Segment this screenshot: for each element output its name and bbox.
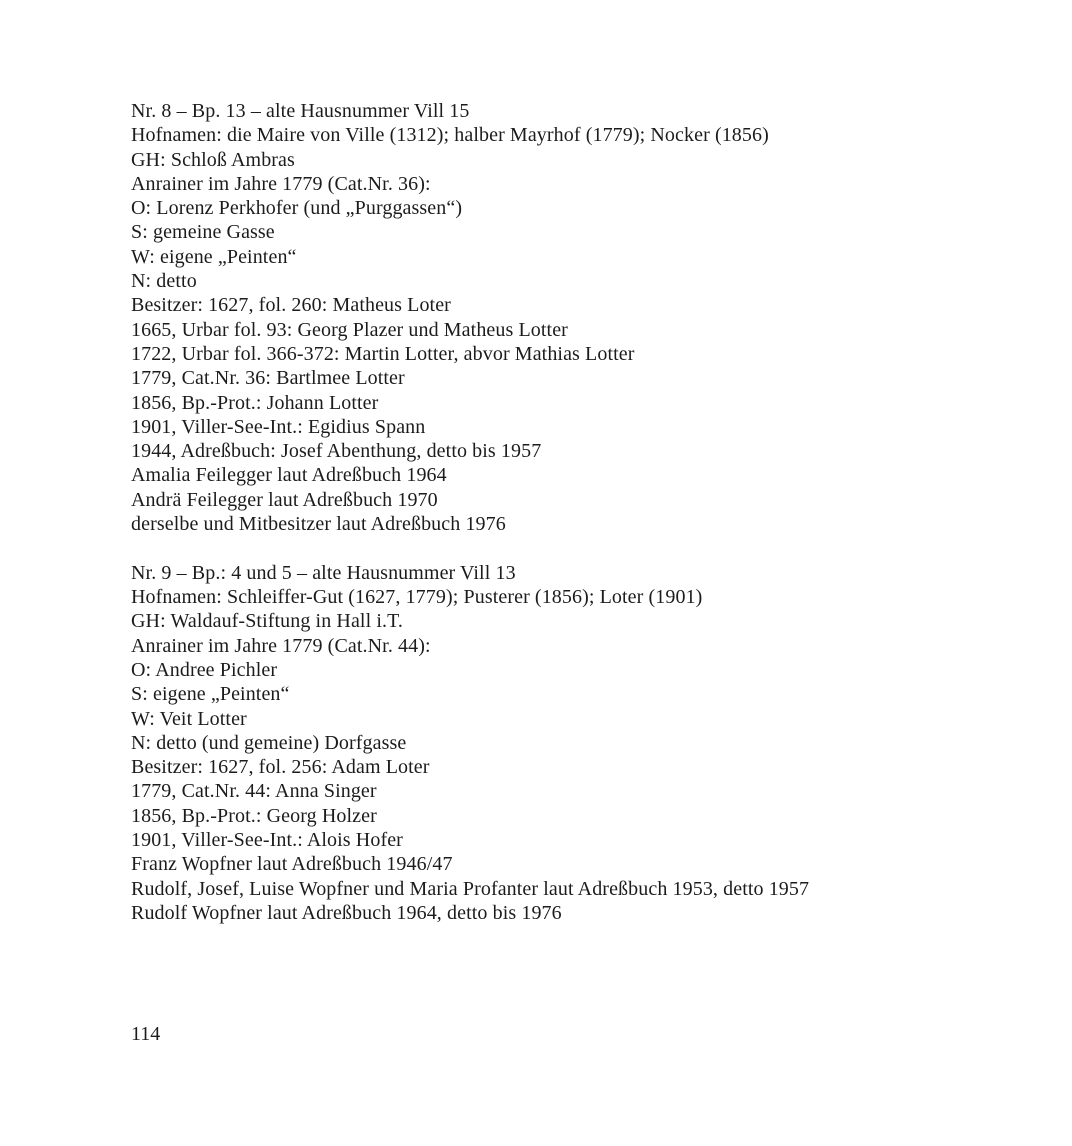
owner-line: 1901, Viller-See-Int.: Alois Hofer xyxy=(131,829,403,851)
owner-line: 1722, Urbar fol. 366-372: Martin Lotter, abvor Mathias Lotter xyxy=(131,342,635,365)
anrainer-east: O: Andree Pichler xyxy=(131,658,278,681)
owner-line: Amalia Feilegger laut Adreßbuch 1964 xyxy=(131,464,447,487)
owner-line: Franz Wopfner laut Adreßbuch 1946/47 xyxy=(131,853,453,876)
owner-line: 1665, Urbar fol. 93: Georg Plazer und Matheus Lotter xyxy=(131,318,568,341)
owner-line: Rudolf, Josef, Luise Wopfner und Maria Profanter laut Adreßbuch 1953, detto 1957 xyxy=(131,877,810,900)
hofnamen-line: Hofnamen: die Maire von Ville (1312); halber Mayrhof (1779); Nocker (1856) xyxy=(131,124,769,147)
owner-line: Besitzer: 1627, fol. 256: Adam Loter xyxy=(131,756,430,779)
owner-line: 1856, Bp.-Prot.: Georg Holzer xyxy=(131,804,377,827)
owner-line: Besitzer: 1627, fol. 260: Matheus Loter xyxy=(131,294,451,317)
owner-line: Rudolf Wopfner laut Adreßbuch 1964, detto bis 1976 xyxy=(131,901,562,924)
anrainer-north: N: detto (und gemeine) Dorfgasse xyxy=(131,731,407,754)
entry-heading: Nr. 8 – Bp. 13 – alte Hausnummer Vill 15 xyxy=(131,100,470,122)
owner-line: derselbe und Mitbesitzer laut Adreßbuch 1976 xyxy=(131,513,506,536)
page-number: 114 xyxy=(131,1023,161,1045)
anrainer-south: S: eigene „Peinten“ xyxy=(131,683,290,706)
owner-line: 1779, Cat.Nr. 44: Anna Singer xyxy=(131,780,377,803)
anrainer-west: W: Veit Lotter xyxy=(131,707,247,730)
anrainer-north: N: detto xyxy=(131,270,197,293)
owner-line: Andrä Feilegger laut Adreßbuch 1970 xyxy=(131,488,438,511)
entry-nr-9 xyxy=(131,561,1031,925)
anrainer-heading: Anrainer im Jahre 1779 (Cat.Nr. 36): xyxy=(131,172,431,195)
owner-line: 1901, Viller-See-Int.: Egidius Spann xyxy=(131,415,426,438)
entry-heading: Nr. 9 – Bp.: 4 und 5 – alte Hausnummer Vill 13 xyxy=(131,561,516,584)
anrainer-heading: Anrainer im Jahre 1779 (Cat.Nr. 44): xyxy=(131,634,431,657)
hofnamen-line: Hofnamen: Schleiffer-Gut (1627, 1779); Pusterer (1856); Loter (1901) xyxy=(131,586,703,609)
anrainer-west: W: eigene „Peinten“ xyxy=(131,245,297,268)
grundherr-line: GH: Schloß Ambras xyxy=(131,148,295,171)
grundherr-line: GH: Waldauf-Stiftung in Hall i.T. xyxy=(131,610,404,633)
page-body xyxy=(131,99,1031,925)
anrainer-east: O: Lorenz Perkhofer (und „Purggassen“) xyxy=(131,197,463,220)
anrainer-south: S: gemeine Gasse xyxy=(131,221,275,244)
owner-line: 1944, Adreßbuch: Josef Abenthung, detto bis 1957 xyxy=(131,440,542,463)
owner-line: 1779, Cat.Nr. 36: Bartlmee Lotter xyxy=(131,367,405,390)
owner-line: 1856, Bp.-Prot.: Johann Lotter xyxy=(131,391,379,414)
entry-nr-8 xyxy=(131,99,1031,536)
